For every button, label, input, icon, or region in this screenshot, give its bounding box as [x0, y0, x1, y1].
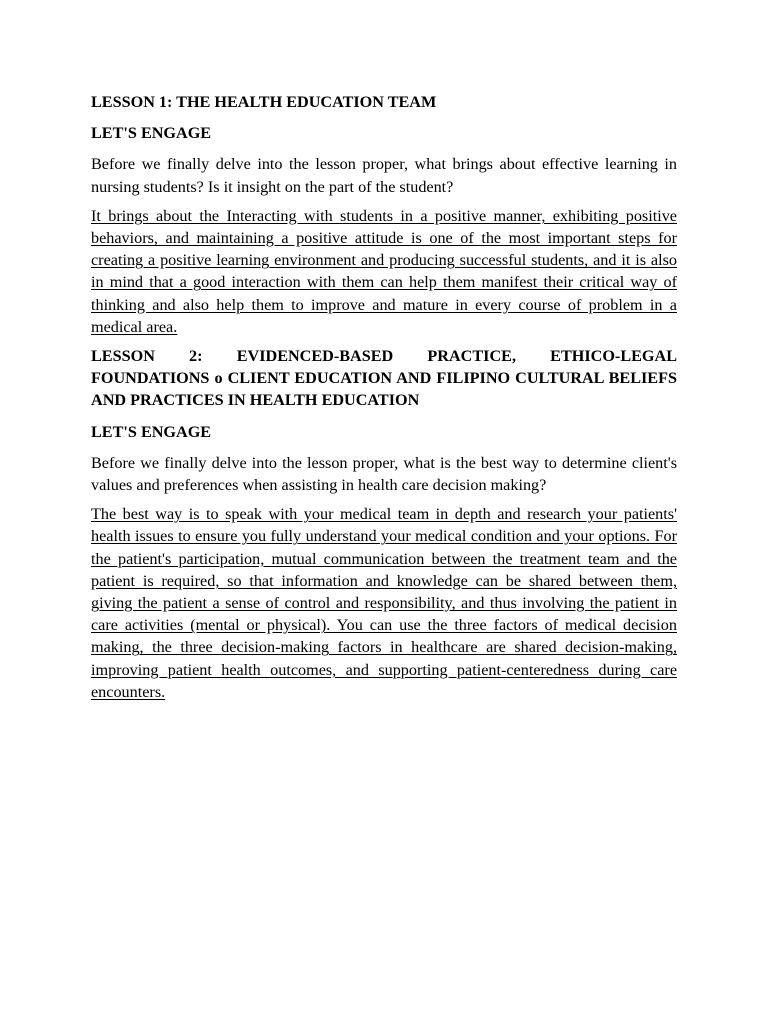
lesson1-answer: It brings about the Interacting with students in a positive manner, exhibiting positive behaviors, and maintaining a positive attitude is one of the most important steps for creating a positive learning environment and producing successful students, and it is also in mind that a good interaction with them can help them manifest their critical way of thinking and also help them to improve and mature in every course of problem in a medical area. — [91, 206, 677, 336]
document-page — [91, 91, 677, 703]
lesson2-answer: The best way is to speak with your medical team in depth and research your patients' health issues to ensure you fully understand your medical condition and your options. For the patient's participation, mutual communication between the treatment team and the patient is required, so that information and knowledge can be shared between them, giving the patient a sense of control and responsibility, and thus involving the patient in care activities (mental or physical). You can use the three factors of medical decision making, the three decision-making factors in healthcare are shared decision-making, improving patient health outcomes, and supporting patient-centeredness during care encounters. — [91, 505, 677, 701]
lesson2-engage-label: LET'S ENGAGE — [91, 422, 212, 441]
lesson1-title: LESSON 1: THE HEALTH EDUCATION TEAM — [91, 93, 437, 111]
lesson2-title: LESSON 2: EVIDENCED-BASED PRACTICE, ETHICO-LEGAL FOUNDATIONS o CLIENT EDUCATION AND FILIPINO CULTURAL BELIEFS AND PRACTICES IN HEALTH EDUCATION — [91, 347, 677, 410]
lesson1-question: Before we finally delve into the lesson proper, what brings about effective learning in nursing students? Is it insight on the part of the student? — [91, 155, 677, 196]
lesson1-engage-label: LET'S ENGAGE — [91, 124, 212, 143]
lesson2-question: Before we finally delve into the lesson proper, what is the best way to determine client's values and preferences when assisting in health care decision making? — [91, 453, 677, 495]
